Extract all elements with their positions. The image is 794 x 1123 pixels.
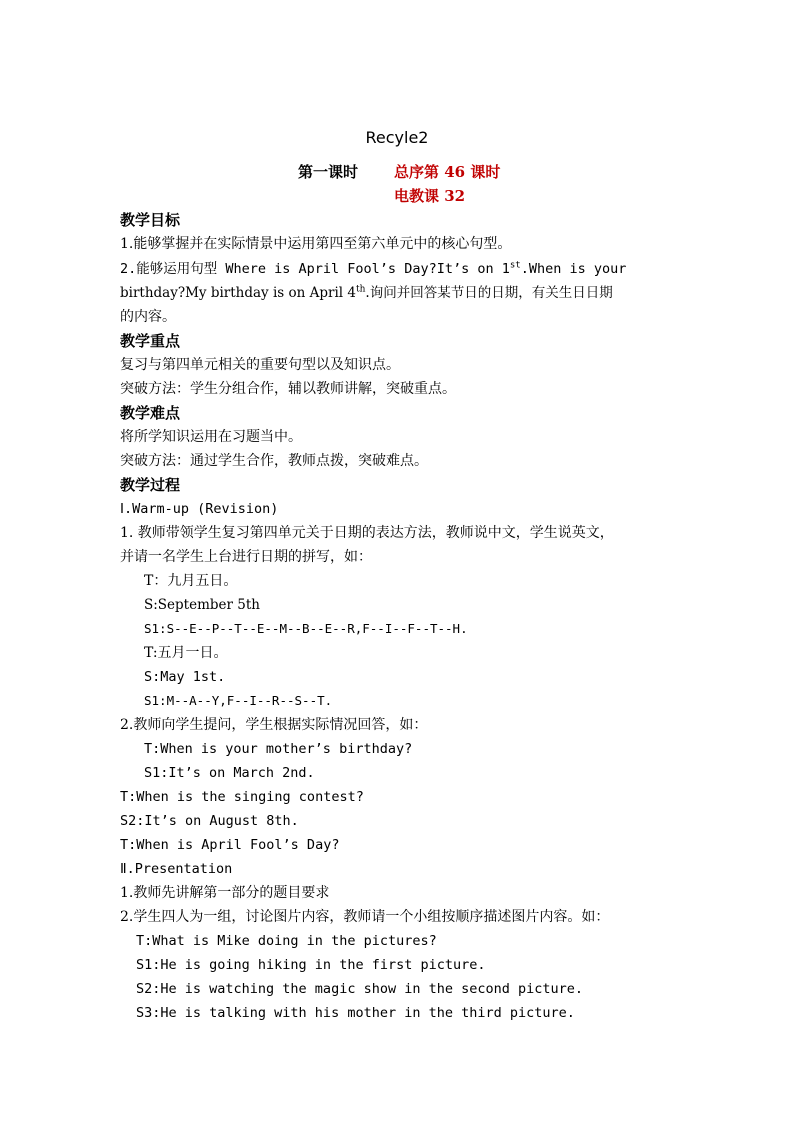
dialog-line: S1:He is going hiking in the first picture. bbox=[136, 957, 486, 973]
dialog-line: S1:It’s on March 2nd. bbox=[144, 765, 315, 781]
process-line: 2.教师向学生提问，学生根据实际情况回答，如： bbox=[120, 717, 428, 733]
goal-2-text-d: .询问并回答某节日的日期，有关生日日期 bbox=[365, 285, 613, 301]
dialog-line: T：九月五日。 bbox=[144, 573, 238, 589]
process-line: 1. 教师带领学生复习第四单元关于日期的表达方法，教师说中文，学生说英文， bbox=[120, 525, 614, 541]
section-warmup: Ⅰ.Warm-up (Revision) bbox=[120, 501, 279, 517]
goal-2-text-a: 2.能够运用句型 Where is April Fool’s Day?It’s on 1 bbox=[120, 261, 510, 277]
process-line: 1.教师先讲解第一部分的题目要求 bbox=[120, 885, 330, 901]
difficulty-2: 突破方法：通过学生合作，教师点拨，突破难点。 bbox=[120, 453, 428, 469]
dialog-line: S2:It’s on August 8th. bbox=[120, 813, 299, 829]
dialog-line: S3:He is talking with his mother in the third picture. bbox=[136, 1005, 575, 1021]
dialog-line: S:September 5th bbox=[144, 597, 260, 613]
difficulty-heading: 教学难点 bbox=[120, 404, 181, 422]
process-line: 2.学生四人为一组，讨论图片内容，教师请一个小组按顺序描述图片内容。如： bbox=[120, 909, 610, 925]
key-2: 突破方法：学生分组合作，辅以教师讲解，突破重点。 bbox=[120, 381, 456, 397]
process-line: 并请一名学生上台进行日期的拼写，如： bbox=[120, 549, 372, 565]
dialog-line: S:May 1st. bbox=[144, 669, 226, 685]
dialog-line: S1:M--A--Y,F--I--R--S--T. bbox=[144, 693, 333, 708]
total-lesson-label: 总序第 46 课时 bbox=[394, 163, 501, 181]
goal-1: 1.能够掌握并在实际情景中运用第四至第六单元中的核心句型。 bbox=[120, 236, 512, 252]
goal-2-line-3: 的内容。 bbox=[120, 309, 176, 325]
process-heading: 教学过程 bbox=[120, 476, 181, 494]
goals-heading: 教学目标 bbox=[120, 211, 181, 229]
dialog-line: T:五月一日。 bbox=[144, 645, 228, 661]
dialog-line: T:What is Mike doing in the pictures? bbox=[136, 933, 437, 949]
doc-title: Recyle2 bbox=[365, 128, 429, 147]
dialog-line: S1:S--E--P--T--E--M--B--E--R,F--I--F--T--H. bbox=[144, 621, 468, 636]
dialog-line: S2:He is watching the magic show in the second picture. bbox=[136, 981, 584, 997]
goal-2-text-b: .When is your bbox=[520, 261, 627, 277]
goal-2-line-1 bbox=[120, 257, 626, 281]
goal-2-text-c: birthday?My birthday is on April 4 bbox=[120, 285, 356, 301]
dialog-line: T:When is the singing contest? bbox=[120, 789, 364, 805]
goal-2-sup-1: st bbox=[509, 260, 521, 271]
dialog-line: T:When is your mother’s birthday? bbox=[144, 741, 413, 757]
key-1: 复习与第四单元相关的重要句型以及知识点。 bbox=[120, 357, 400, 373]
goal-2-line-2 bbox=[120, 281, 613, 305]
section-presentation: Ⅱ.Presentation bbox=[120, 861, 233, 877]
e-lesson-label: 电教课 32 bbox=[394, 187, 466, 205]
goal-2-sup-2: th bbox=[355, 284, 366, 295]
difficulty-1: 将所学知识运用在习题当中。 bbox=[120, 429, 302, 445]
lesson-label: 第一课时 bbox=[298, 163, 359, 181]
key-heading: 教学重点 bbox=[120, 332, 181, 350]
dialog-line: T:When is April Fool’s Day? bbox=[120, 837, 340, 853]
